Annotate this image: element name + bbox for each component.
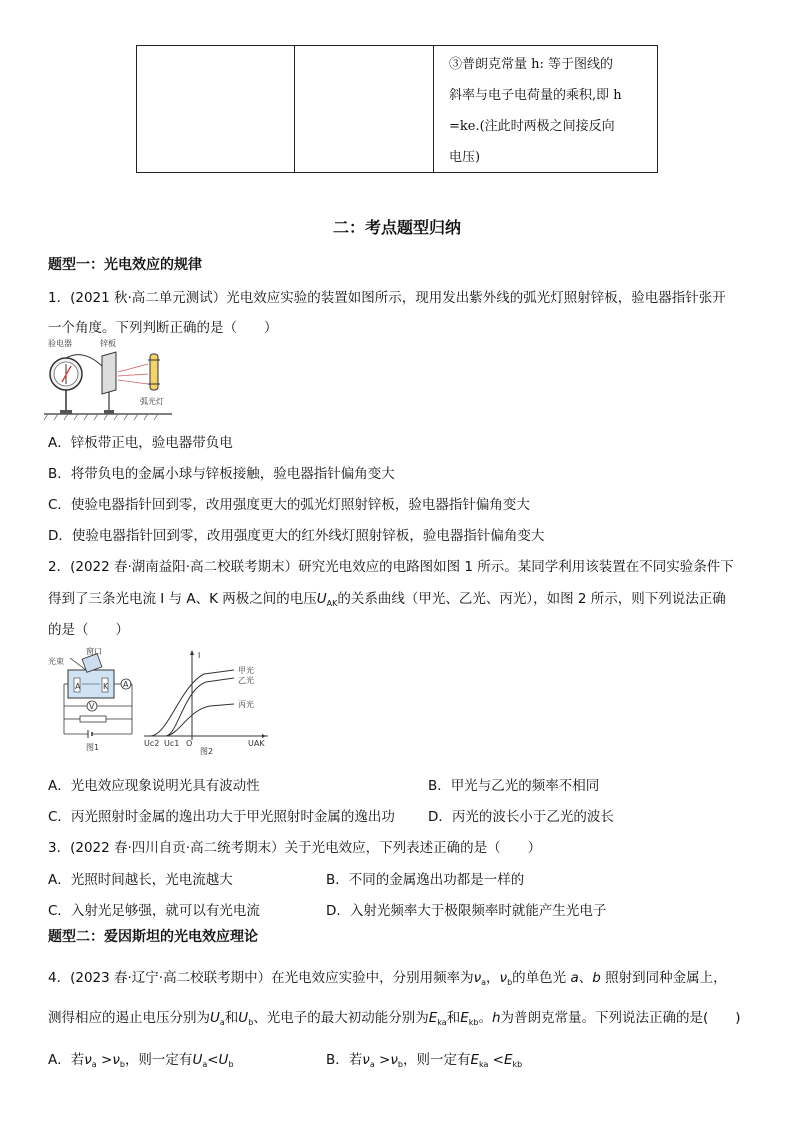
q2-option-a: A．光电效应现象说明光具有波动性 <box>48 778 260 794</box>
q2-option-c: C．丙光照射时金属的逸出功大于甲光照射时金属的逸出功 <box>48 809 395 825</box>
table-divider <box>294 46 295 172</box>
fig1-caption: 图1 <box>86 743 100 752</box>
q4-option-a: A．若$\nu_a >\nu_b$，则一定有$U_a<U_b$ <box>48 1052 234 1069</box>
cell-line: 电压) <box>449 150 481 165</box>
q2-figure2 <box>140 646 272 756</box>
q2-stem-line1: 2．(2022 春·湖南益阳·高二校联考期末）研究光电效应的电路图如图 1 所示。某同学利用该装置在不同实验条件下 <box>48 559 734 575</box>
table-fragment <box>136 45 658 173</box>
fig-label-a: A <box>75 682 81 691</box>
fig-label-beam: 光束 <box>48 657 64 666</box>
fig-label-zinc: 锌板 <box>100 339 116 348</box>
fig2-y-label: I <box>198 651 201 660</box>
q4-stem-text: 光电子的最大初动能分别为 <box>266 1010 429 1026</box>
q1-option-a: A．锌板带正电，验电器带负电 <box>48 435 233 451</box>
var-u-sub: AK <box>326 599 338 608</box>
q1-stem-line2: 一个角度。下列判断正确的是（ ） <box>48 320 278 336</box>
cell-line: =ke.(注此时两极之间接反向 <box>449 119 615 134</box>
fig2-uc2: Uc2 <box>144 739 160 748</box>
fig2-caption: 图2 <box>200 747 214 756</box>
fig-label-electroscope: 验电器 <box>48 339 72 348</box>
fig2-curve-bing: 丙光 <box>238 700 254 709</box>
cell-line: 斜率与电子电荷量的乘积,即 h <box>449 88 622 103</box>
q2-option-b: B．甲光与乙光的频率不相同 <box>428 778 600 794</box>
fig-label-k: K <box>103 682 109 691</box>
fig-label-ammeter: A <box>123 680 129 689</box>
q4-option-text: B．若 <box>326 1052 363 1068</box>
var-u: U <box>316 591 327 607</box>
q2-option-d: D．丙光的波长小于乙光的波长 <box>428 809 614 825</box>
q1-option-c: C．使验电器指针回到零，改用强度更大的弧光灯照射锌板，验电器指针偏角变大 <box>48 497 530 513</box>
q4-stem-text: 。 <box>478 1010 492 1026</box>
q1-stem-line1: 1．(2021 秋·高二单元测试）光电效应实验的装置如图所示，现用发出紫外线的弧光灯照射锌板，验电器指针张开 <box>48 290 726 306</box>
q4-option-text: ，则一定有 <box>124 1052 193 1068</box>
q3-option-c: C．入射光足够强，就可以有光电流 <box>48 903 260 919</box>
q2-stem-line2 <box>48 587 726 608</box>
q4-stem-text: 测得相应的遏止电压分别为 <box>48 1010 210 1026</box>
q4-stem-line1: 4．(2023 春·辽宁·高二校联考期中）在光电效应实验中，分别用频率为$\nu_a$，$\nu_b$的单色光 a、b 照射到同种金属上， <box>48 970 727 987</box>
q4-option-text: A．若 <box>48 1052 85 1068</box>
fig2-origin: O <box>186 739 193 748</box>
cell-line: ③普朗克常量 h: 等于图线的 <box>449 57 614 72</box>
q4-stem-text: 为普朗克常量。下列说法正确的是( ) <box>500 1010 741 1026</box>
q3-option-a: A．光照时间越长，光电流越大 <box>48 872 233 888</box>
q1-option-d: D．使验电器指针回到零，改用强度更大的红外线灯照射锌板，验电器指针偏角变大 <box>48 528 545 544</box>
q2-figure1 <box>46 646 138 754</box>
q2-stem-text: 的关系曲线（甲光、乙光、丙光），如图 2 所示，则下列说法正确 <box>337 591 726 607</box>
q4-stem-text: 4．(2023 春·辽宁·高二校联考期中）在光电效应实验中，分别用频率为 <box>48 970 474 986</box>
fig-label-lamp: 弧光灯 <box>140 397 164 406</box>
q3-option-b: B．不同的金属逸出功都是一样的 <box>326 872 525 888</box>
fig2-uc1: Uc1 <box>164 739 180 748</box>
q3-stem: 3．(2022 春·四川自贡·高二统考期末）关于光电效应，下列表述正确的是（ ） <box>48 840 542 856</box>
q3-option-d: D．入射光频率大于极限频率时就能产生光电子 <box>326 903 607 919</box>
type2-heading: 题型二：爱因斯坦的光电效应理论 <box>48 929 258 945</box>
q1-option-b: B．将带负电的金属小球与锌板接触，验电器指针偏角变大 <box>48 466 395 482</box>
fig-label-window: 窗口 <box>86 647 102 656</box>
q4-option-b: B．若$\nu_a >\nu_b$，则一定有$E_{ka} <E_{kb}$ <box>326 1052 523 1069</box>
fig2-curve-yi: 乙光 <box>238 676 254 685</box>
type1-heading: 题型一：光电效应的规律 <box>48 257 202 273</box>
fig2-curve-jia: 甲光 <box>238 666 254 675</box>
q2-stem-text: 得到了三条光电流 I 与 A、K 两极之间的电压 <box>48 591 317 607</box>
fig-label-voltmeter: V <box>89 702 95 711</box>
q1-figure <box>44 338 174 422</box>
q2-stem-line3: 的是（ ） <box>48 622 129 638</box>
q4-option-text: ，则一定有 <box>402 1052 471 1068</box>
q4-stem-line2: 测得相应的遏止电压分别为$U_a$和$U_b$、光电子的最大初动能分别为$E_{ka}$和$E_{kb}$。h为普朗克常量。下列说法正确的是( ) <box>48 1010 741 1027</box>
section-title: 二：考点题型归纳 <box>332 218 461 237</box>
table-divider <box>433 46 434 172</box>
q4-stem-text: 照射到同种金属上， <box>605 970 727 986</box>
q4-stem-text: 的单色光 <box>512 970 567 986</box>
fig2-x-label: UAK <box>248 739 265 748</box>
